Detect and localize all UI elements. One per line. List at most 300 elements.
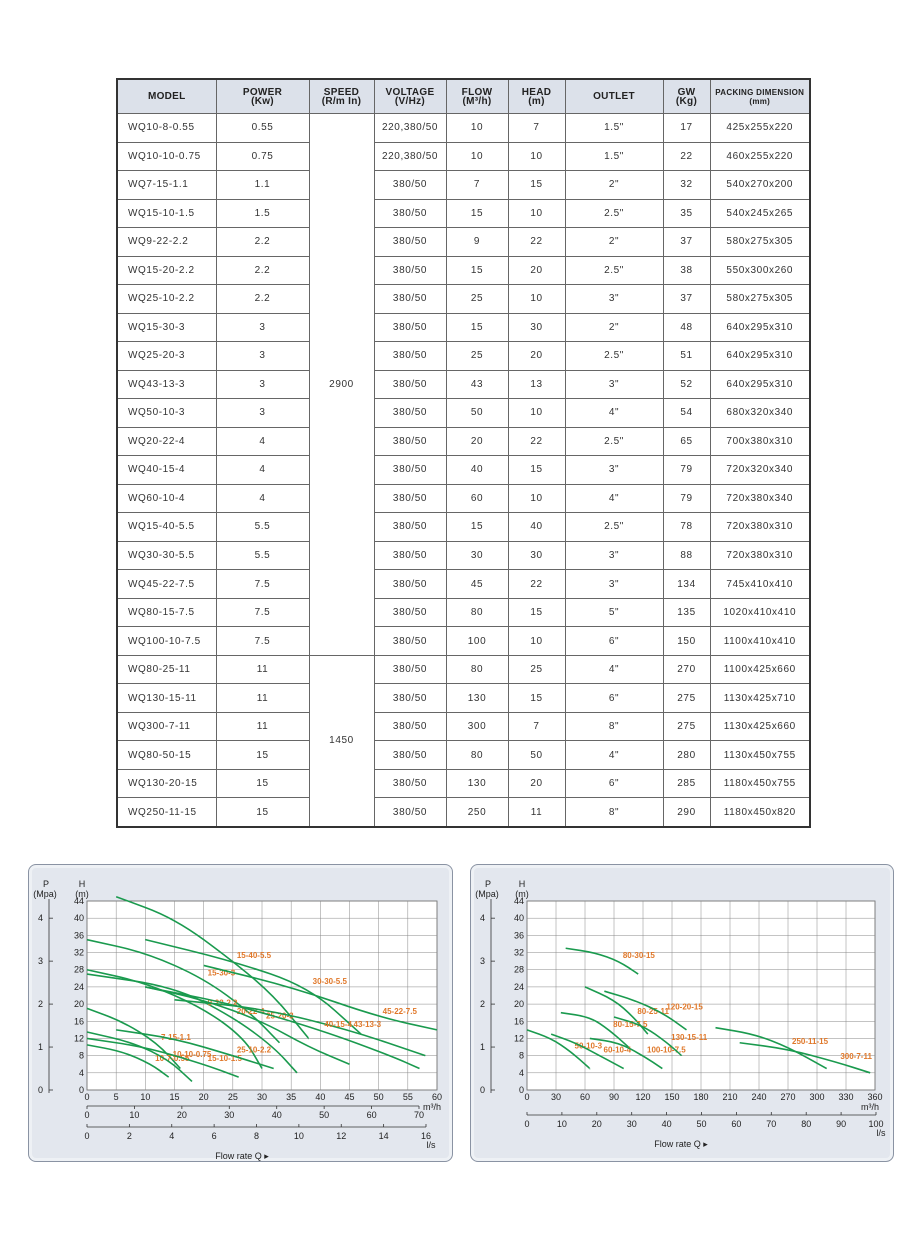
flow-cell: 130 (446, 769, 508, 798)
h-tick-label: 24 (73, 981, 84, 992)
power-cell: 5.5 (216, 513, 309, 542)
flow-cell: 9 (446, 228, 508, 257)
table-row (117, 484, 810, 513)
x-unit-m3h: m³/h (861, 1102, 879, 1112)
packing-cell: 1100x410x410 (710, 627, 810, 656)
model-cell: WQ300-7-11 (117, 712, 216, 741)
x-tick-label-ls: 80 (801, 1119, 812, 1129)
packing-cell: 720x320x340 (710, 456, 810, 485)
flow-cell: 15 (446, 513, 508, 542)
outlet-cell: 2" (565, 313, 663, 342)
voltage-cell: 380/50 (374, 541, 446, 570)
x-tick-label-m3h: 150 (664, 1092, 680, 1102)
p-axis-unit: (Mpa) (475, 889, 499, 899)
model-cell: WQ130-20-15 (117, 769, 216, 798)
table-row (117, 142, 810, 171)
packing-cell: 680x320x340 (710, 399, 810, 428)
x-tick-label-mid: 50 (319, 1110, 330, 1120)
packing-cell: 1100x425x660 (710, 655, 810, 684)
table-row (117, 456, 810, 485)
flow-cell: 250 (446, 798, 508, 827)
column-header-title: SPEED (323, 86, 360, 98)
gw-cell: 79 (663, 484, 710, 513)
model-cell: WQ50-10-3 (117, 399, 216, 428)
column-header (710, 79, 810, 114)
model-cell: WQ80-25-11 (117, 655, 216, 684)
flow-cell: 7 (446, 171, 508, 200)
model-cell: WQ60-10-4 (117, 484, 216, 513)
voltage-cell: 380/50 (374, 456, 446, 485)
p-tick-label: 2 (479, 999, 485, 1010)
flow-cell: 20 (446, 427, 508, 456)
x-tick-label-ls: 30 (626, 1119, 637, 1129)
voltage-cell: 380/50 (374, 513, 446, 542)
speed-cell: 2900 (309, 114, 374, 656)
packing-cell: 1180x450x820 (710, 798, 810, 827)
gw-cell: 290 (663, 798, 710, 827)
chart-1450-svg (471, 865, 893, 1161)
outlet-cell: 2.5" (565, 427, 663, 456)
p-tick-label: 0 (37, 1085, 43, 1095)
column-header-unit: (mm) (749, 96, 771, 106)
power-cell: 3 (216, 342, 309, 371)
voltage-cell: 380/50 (374, 684, 446, 713)
x-tick-label-m3h: 90 (608, 1092, 620, 1102)
gw-cell: 65 (663, 427, 710, 456)
x-unit-m3h: m³/h (423, 1102, 441, 1112)
h-tick-label: 28 (513, 964, 524, 975)
flow-cell: 100 (446, 627, 508, 656)
outlet-cell: 2.5" (565, 513, 663, 542)
head-cell: 22 (508, 570, 565, 599)
outlet-cell: 4" (565, 655, 663, 684)
p-tick-label: 0 (479, 1085, 485, 1095)
outlet-cell: 6" (565, 684, 663, 713)
x-tick-label-mid: 40 (271, 1110, 282, 1120)
h-tick-label: 12 (73, 1033, 84, 1044)
model-cell: WQ25-10-2.2 (117, 285, 216, 314)
table-row (117, 228, 810, 257)
curve-label: 20-22-4 (236, 1006, 265, 1016)
head-cell: 30 (508, 541, 565, 570)
model-cell: WQ15-10-1.5 (117, 199, 216, 228)
model-cell: WQ10-8-0.55 (117, 114, 216, 143)
head-cell: 20 (508, 256, 565, 285)
power-cell: 2.2 (216, 256, 309, 285)
x-tick-label-m3h: 25 (227, 1092, 238, 1102)
curve-label: 300-7-11 (840, 1052, 872, 1062)
outlet-cell: 3" (565, 370, 663, 399)
power-cell: 4 (216, 484, 309, 513)
power-cell: 1.5 (216, 199, 309, 228)
table-row (117, 741, 810, 770)
curve-label: 15-10-1.5 (207, 1054, 242, 1064)
table-header-row (117, 79, 810, 114)
x-tick-label-ls: 50 (696, 1119, 707, 1129)
column-header (508, 79, 565, 114)
p-axis-label: P (42, 879, 50, 889)
packing-cell: 1180x450x755 (710, 769, 810, 798)
voltage-cell: 380/50 (374, 741, 446, 770)
voltage-cell: 380/50 (374, 570, 446, 599)
power-cell: 7.5 (216, 627, 309, 656)
x-tick-label-mid: 20 (176, 1110, 187, 1120)
packing-cell: 720x380x340 (710, 484, 810, 513)
x-unit-ls: l/s (426, 1140, 436, 1150)
model-cell: WQ10-10-0.75 (117, 142, 216, 171)
h-tick-label: 0 (518, 1085, 524, 1095)
flow-cell: 50 (446, 399, 508, 428)
outlet-cell: 8" (565, 712, 663, 741)
table-row (117, 370, 810, 399)
h-tick-label: 0 (78, 1085, 84, 1095)
voltage-cell: 380/50 (374, 171, 446, 200)
x-tick-label-mid: 70 (413, 1110, 425, 1120)
gw-cell: 17 (663, 114, 710, 143)
packing-cell: 640x295x310 (710, 370, 810, 399)
x-tick-label-m3h: 210 (722, 1092, 738, 1102)
voltage-cell: 380/50 (374, 370, 446, 399)
speed-cell: 1450 (309, 655, 374, 827)
model-cell: WQ7-15-1.1 (117, 171, 216, 200)
model-cell: WQ20-22-4 (117, 427, 216, 456)
x-tick-label-ls: 20 (591, 1119, 602, 1129)
x-tick-label-m3h: 0 (84, 1092, 90, 1102)
x-tick-label-ls: 10 (293, 1131, 304, 1141)
power-cell: 7.5 (216, 598, 309, 627)
h-tick-label: 16 (73, 1016, 84, 1027)
flow-cell: 15 (446, 256, 508, 285)
table-row (117, 342, 810, 371)
h-tick-label: 32 (513, 947, 524, 958)
gw-cell: 35 (663, 199, 710, 228)
packing-cell: 745x410x410 (710, 570, 810, 599)
outlet-cell: 6" (565, 627, 663, 656)
outlet-cell: 2.5" (565, 199, 663, 228)
model-cell: WQ43-13-3 (117, 370, 216, 399)
head-cell: 25 (508, 655, 565, 684)
head-cell: 10 (508, 399, 565, 428)
column-header-title: GW (677, 86, 696, 98)
column-header-unit: (Kw) (251, 95, 274, 107)
gw-cell: 275 (663, 712, 710, 741)
column-header-title: OUTLET (593, 91, 635, 102)
voltage-cell: 380/50 (374, 484, 446, 513)
curve-label: 100-10-7.5 (647, 1045, 686, 1055)
outlet-cell: 4" (565, 399, 663, 428)
model-cell: WQ40-15-4 (117, 456, 216, 485)
power-cell: 3 (216, 399, 309, 428)
gw-cell: 38 (663, 256, 710, 285)
power-cell: 11 (216, 655, 309, 684)
flow-cell: 80 (446, 598, 508, 627)
power-cell: 4 (216, 456, 309, 485)
voltage-cell: 380/50 (374, 399, 446, 428)
power-cell: 4 (216, 427, 309, 456)
x-tick-label-ls: 70 (766, 1119, 777, 1129)
curve-label: 43-13-3 (353, 1019, 382, 1029)
x-tick-label-ls: 0 (524, 1119, 530, 1129)
h-tick-label: 16 (513, 1016, 524, 1027)
curve-label: 7-15-1.1 (161, 1032, 191, 1042)
head-cell: 10 (508, 142, 565, 171)
p-tick-label: 3 (37, 956, 43, 967)
gw-cell: 150 (663, 627, 710, 656)
flow-cell: 45 (446, 570, 508, 599)
model-cell: WQ25-20-3 (117, 342, 216, 371)
column-header (309, 79, 374, 114)
power-cell: 7.5 (216, 570, 309, 599)
gw-cell: 134 (663, 570, 710, 599)
curve-label: 25-20-3 (266, 1011, 294, 1021)
h-tick-label: 4 (78, 1067, 84, 1078)
h-axis-unit: (m) (515, 889, 529, 899)
voltage-cell: 380/50 (374, 228, 446, 257)
packing-cell: 580x275x305 (710, 285, 810, 314)
h-tick-label: 40 (73, 913, 84, 924)
x-tick-label-ls: 6 (211, 1131, 217, 1141)
power-cell: 3 (216, 370, 309, 399)
column-header (663, 79, 710, 114)
packing-cell: 640x295x310 (710, 342, 810, 371)
table-row (117, 712, 810, 741)
column-header-unit: (m) (528, 95, 545, 107)
flow-cell: 80 (446, 741, 508, 770)
h-axis-unit: (m) (75, 889, 89, 899)
power-cell: 5.5 (216, 541, 309, 570)
curve-label: 50-10-3 (574, 1041, 603, 1051)
voltage-cell: 380/50 (374, 655, 446, 684)
h-tick-label: 44 (73, 896, 84, 906)
flow-cell: 300 (446, 712, 508, 741)
table-row (117, 598, 810, 627)
p-tick-label: 1 (479, 1042, 485, 1053)
table-row (117, 627, 810, 656)
gw-cell: 135 (663, 598, 710, 627)
column-header-title: VOLTAGE (385, 86, 435, 98)
performance-chart-1450 (470, 864, 894, 1162)
curve-label: 80-15-7.5 (613, 1019, 648, 1029)
head-cell: 22 (508, 427, 565, 456)
table-row (117, 114, 810, 143)
gw-cell: 52 (663, 370, 710, 399)
x-tick-label-mid: 0 (84, 1110, 90, 1120)
x-tick-label-mid: 60 (366, 1110, 377, 1120)
performance-chart-2900 (28, 864, 453, 1162)
voltage-cell: 380/50 (374, 199, 446, 228)
h-axis-label: H (78, 879, 86, 889)
head-cell: 7 (508, 114, 565, 143)
flow-cell: 30 (446, 541, 508, 570)
p-axis-unit: (Mpa) (33, 889, 57, 899)
gw-cell: 32 (663, 171, 710, 200)
power-cell: 2.2 (216, 285, 309, 314)
table-body (117, 114, 810, 828)
curve-label: 10-7-0.55 (155, 1054, 190, 1064)
head-cell: 22 (508, 228, 565, 257)
head-cell: 13 (508, 370, 565, 399)
flow-cell: 43 (446, 370, 508, 399)
outlet-cell: 4" (565, 484, 663, 513)
table-row (117, 769, 810, 798)
h-tick-label: 44 (513, 896, 524, 906)
table-row (117, 285, 810, 314)
x-tick-label-ls: 60 (731, 1119, 742, 1129)
flow-cell: 80 (446, 655, 508, 684)
outlet-cell: 2.5" (565, 342, 663, 371)
x-tick-label-m3h: 240 (751, 1092, 767, 1102)
head-cell: 10 (508, 199, 565, 228)
x-tick-label-m3h: 60 (431, 1092, 443, 1102)
flow-rate-label: Flow rate Q ▸ (654, 1139, 708, 1149)
x-tick-label-m3h: 45 (344, 1092, 355, 1102)
x-tick-label-m3h: 180 (693, 1092, 709, 1102)
gw-cell: 270 (663, 655, 710, 684)
model-cell: WQ9-22-2.2 (117, 228, 216, 257)
voltage-cell: 380/50 (374, 313, 446, 342)
x-tick-label-m3h: 20 (198, 1092, 209, 1102)
voltage-cell: 380/50 (374, 342, 446, 371)
packing-cell: 700x380x310 (710, 427, 810, 456)
table-row (117, 798, 810, 827)
model-cell: WQ15-40-5.5 (117, 513, 216, 542)
p-tick-label: 1 (37, 1042, 43, 1053)
power-cell: 15 (216, 741, 309, 770)
outlet-cell: 1.5" (565, 142, 663, 171)
x-unit-ls: l/s (876, 1128, 886, 1138)
column-header (565, 79, 663, 114)
h-tick-label: 40 (513, 913, 524, 924)
power-cell: 1.1 (216, 171, 309, 200)
outlet-cell: 4" (565, 741, 663, 770)
table-row (117, 427, 810, 456)
packing-cell: 720x380x310 (710, 513, 810, 542)
outlet-cell: 1.5" (565, 114, 663, 143)
outlet-cell: 3" (565, 570, 663, 599)
x-tick-label-m3h: 30 (256, 1092, 268, 1102)
outlet-cell: 2" (565, 228, 663, 257)
gw-cell: 54 (663, 399, 710, 428)
h-tick-label: 28 (73, 964, 84, 975)
x-tick-label-m3h: 50 (373, 1092, 384, 1102)
head-cell: 15 (508, 171, 565, 200)
outlet-cell: 2" (565, 171, 663, 200)
power-cell: 3 (216, 313, 309, 342)
packing-cell: 1130x425x710 (710, 684, 810, 713)
model-cell: WQ45-22-7.5 (117, 570, 216, 599)
x-tick-label-m3h: 360 (867, 1092, 883, 1102)
voltage-cell: 380/50 (374, 627, 446, 656)
x-tick-label-m3h: 270 (780, 1092, 796, 1102)
voltage-cell: 380/50 (374, 712, 446, 741)
table-row (117, 399, 810, 428)
voltage-cell: 220,380/50 (374, 142, 446, 171)
curve-label: 120-20-15 (666, 1002, 703, 1012)
power-cell: 11 (216, 684, 309, 713)
table-row (117, 570, 810, 599)
head-cell: 50 (508, 741, 565, 770)
curve-label: 80-30-15 (622, 951, 655, 961)
x-tick-label-m3h: 0 (524, 1092, 530, 1102)
x-tick-label-m3h: 120 (635, 1092, 651, 1102)
packing-cell: 540x270x200 (710, 171, 810, 200)
x-tick-label-mid: 10 (129, 1110, 140, 1120)
x-tick-label-ls: 40 (661, 1119, 672, 1129)
head-cell: 10 (508, 484, 565, 513)
h-tick-label: 12 (513, 1033, 524, 1044)
p-tick-label: 3 (479, 956, 485, 967)
flow-cell: 10 (446, 114, 508, 143)
x-tick-label-m3h: 40 (315, 1092, 326, 1102)
packing-cell: 1130x425x660 (710, 712, 810, 741)
voltage-cell: 380/50 (374, 285, 446, 314)
head-cell: 30 (508, 313, 565, 342)
voltage-cell: 380/50 (374, 598, 446, 627)
curve-label: 130-15-11 (671, 1032, 708, 1042)
column-header-title: POWER (242, 86, 283, 98)
packing-cell: 540x245x265 (710, 199, 810, 228)
voltage-cell: 380/50 (374, 769, 446, 798)
p-tick-label: 4 (479, 913, 485, 924)
column-header (446, 79, 508, 114)
spec-table (116, 78, 811, 828)
head-cell: 10 (508, 285, 565, 314)
h-axis-label: H (518, 879, 526, 889)
column-header-title: MODEL (147, 91, 186, 102)
gw-cell: 37 (663, 228, 710, 257)
x-tick-label-m3h: 15 (169, 1092, 180, 1102)
column-header (374, 79, 446, 114)
curve-label: 30-30-5.5 (312, 976, 347, 986)
flow-cell: 60 (446, 484, 508, 513)
table-row (117, 171, 810, 200)
model-cell: WQ250-11-15 (117, 798, 216, 827)
gw-cell: 37 (663, 285, 710, 314)
model-cell: WQ80-15-7.5 (117, 598, 216, 627)
x-tick-label-m3h: 35 (286, 1092, 297, 1102)
head-cell: 7 (508, 712, 565, 741)
voltage-cell: 220,380/50 (374, 114, 446, 143)
power-cell: 15 (216, 769, 309, 798)
model-cell: WQ30-30-5.5 (117, 541, 216, 570)
flow-cell: 25 (446, 342, 508, 371)
packing-cell: 720x380x310 (710, 541, 810, 570)
model-cell: WQ130-15-11 (117, 684, 216, 713)
packing-cell: 1130x450x755 (710, 741, 810, 770)
model-cell: WQ15-30-3 (117, 313, 216, 342)
outlet-cell: 3" (565, 456, 663, 485)
h-tick-label: 20 (513, 999, 524, 1010)
power-cell: 0.75 (216, 142, 309, 171)
curve-label: 45-22-7.5 (382, 1006, 417, 1016)
gw-cell: 275 (663, 684, 710, 713)
column-header-unit: (Kg) (675, 95, 698, 107)
outlet-cell: 5" (565, 598, 663, 627)
table-row (117, 655, 810, 684)
head-cell: 20 (508, 769, 565, 798)
flow-cell: 10 (446, 142, 508, 171)
power-cell: 11 (216, 712, 309, 741)
x-tick-label-ls: 4 (169, 1131, 175, 1141)
outlet-cell: 6" (565, 769, 663, 798)
flow-rate-label: Flow rate Q ▸ (215, 1151, 269, 1161)
curve-label: 10-10-0.75 (172, 1049, 212, 1059)
x-tick-label-mid: 30 (224, 1110, 235, 1120)
table-row (117, 199, 810, 228)
curve-label: 15-30-3 (207, 968, 236, 978)
gw-cell: 79 (663, 456, 710, 485)
flow-cell: 130 (446, 684, 508, 713)
